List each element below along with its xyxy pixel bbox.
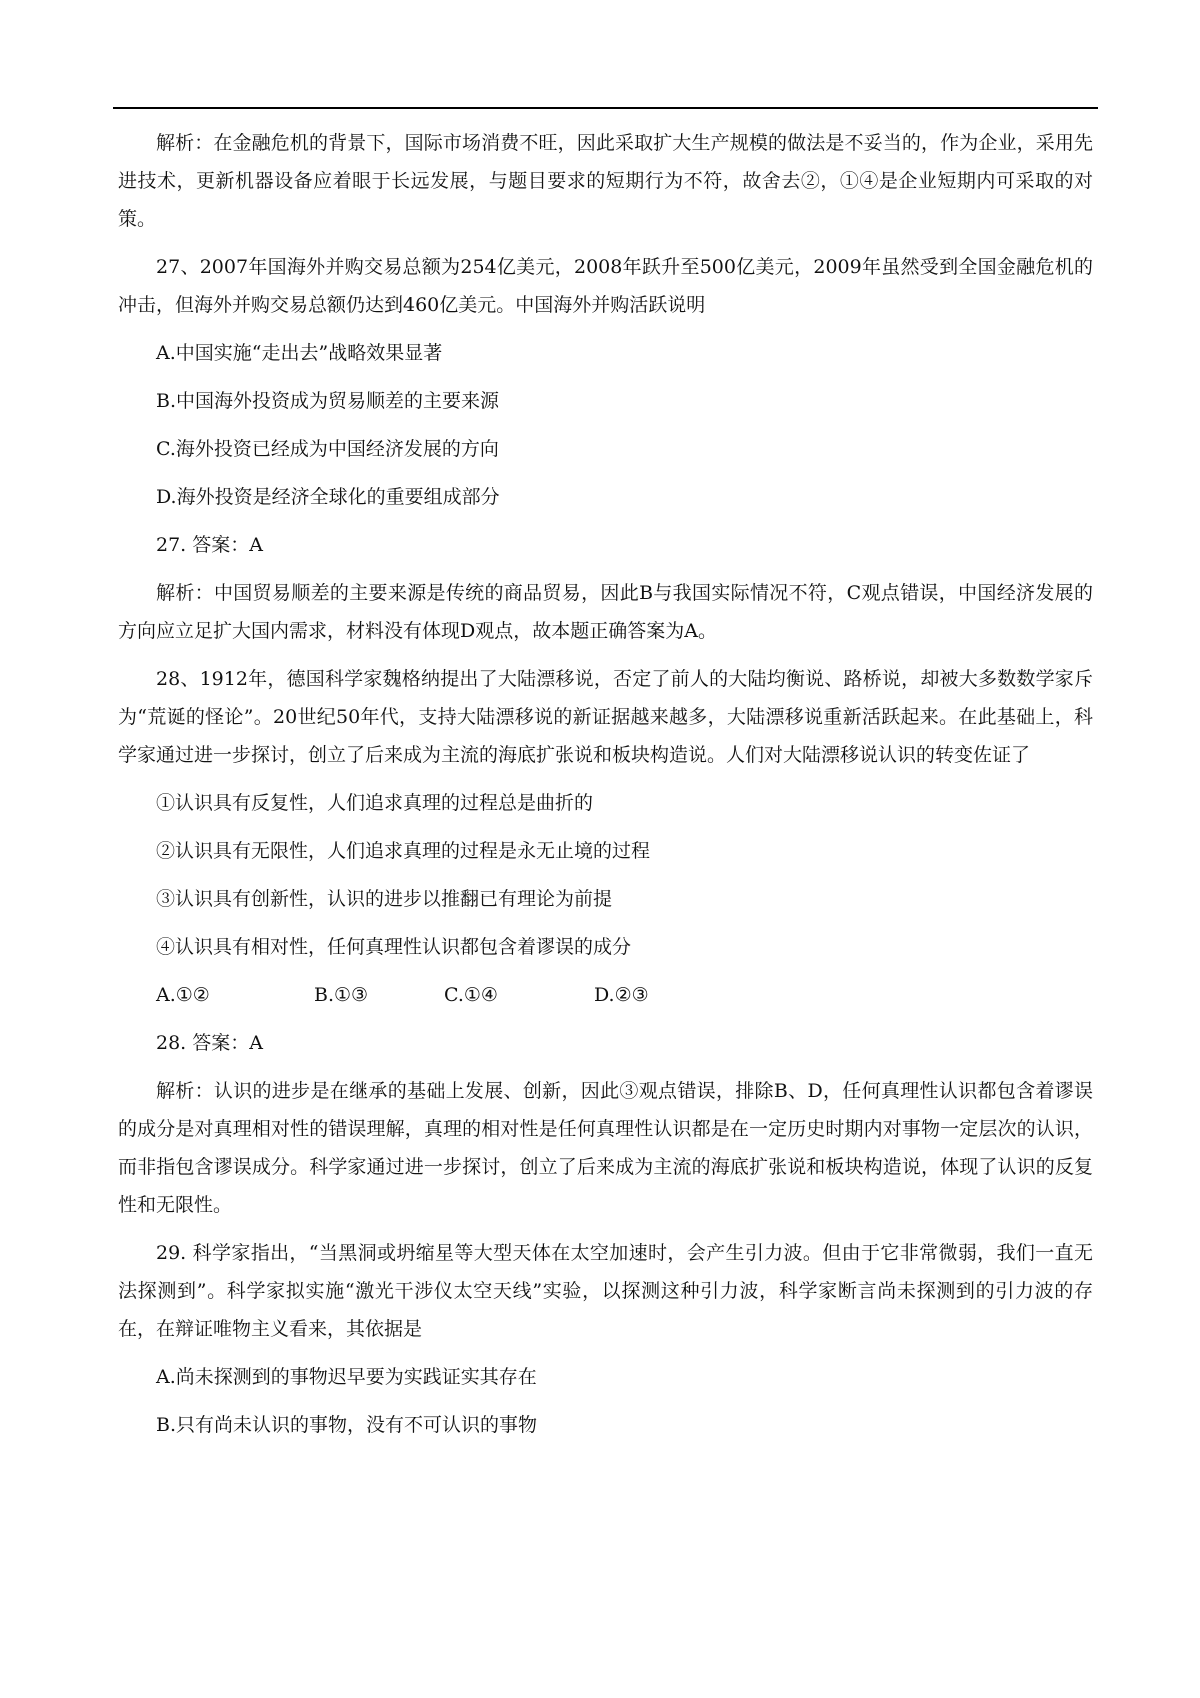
q28-analysis: 解析：认识的进步是在继承的基础上发展、创新，因此③观点错误，排除B、D，任何真理性认识都包含着谬误的成分是对真理相对性的错误理解，真理的相对性是任何真理性认识都是在一定历史时期内对事物一定层次的认识，而非指包含谬误成分。科学家通过进一步探讨，创立了后来成为主流的海底扩张说和板块构造说，体现了认识的反复性和无限性。 [118, 1080, 1093, 1216]
q27-analysis: 解析：中国贸易顺差的主要来源是传统的商品贸易，因此B与我国实际情况不符，C观点错误，中国经济发展的方向应立足扩大国内需求，材料没有体现D观点，故本题正确答案为A。 [118, 582, 1093, 642]
header-rule [113, 107, 1098, 109]
option-item: D.②③ [594, 984, 649, 1006]
q29-option-a: A.尚未探测到的事物迟早要为实践证实其存在 [156, 1366, 537, 1388]
option-item: A.①② [156, 984, 210, 1006]
q26-analysis: 解析：在金融危机的背景下，国际市场消费不旺，因此采取扩大生产规模的做法是不妥当的，作为企业，采用先进技术，更新机器设备应着眼于长远发展，与题目要求的短期行为不符，故舍去②，①④是企业短期内可采取的对策。 [118, 132, 1093, 230]
q28-statement-1: ①认识具有反复性，人们追求真理的过程总是曲折的 [156, 792, 594, 814]
q27-option-b: B.中国海外投资成为贸易顺差的主要来源 [156, 390, 500, 412]
q27-stem: 27、2007年国海外并购交易总额为254亿美元，2008年跃升至500亿美元，2009年虽然受到全国金融危机的冲击，但海外并购交易总额仍达到460亿美元。中国海外并购活跃说明 [118, 256, 1093, 316]
q28-statement-4: ④认识具有相对性，任何真理性认识都包含着谬误的成分 [156, 936, 632, 958]
q28-stem: 28、1912年，德国科学家魏格纳提出了大陆漂移说，否定了前人的大陆均衡说、路桥说，却被大多数数学家斥为“荒诞的怪论”。20世纪50年代，支持大陆漂移说的新证据越来越多，大陆漂移说重新活跃起来。在此基础上，科学家通过进一步探讨，创立了后来成为主流的海底扩张说和板块构造说。人们对大陆漂移说认识的转变佐证了 [118, 668, 1093, 766]
q29-option-b: B.只有尚未认识的事物，没有不可认识的事物 [156, 1414, 538, 1436]
option-item: C.①④ [444, 984, 498, 1006]
document-body [118, 124, 1093, 1454]
q27-option-d: D.海外投资是经济全球化的重要组成部分 [156, 486, 500, 508]
q28-statement-3: ③认识具有创新性，认识的进步以推翻已有理论为前提 [156, 888, 613, 910]
q28-answer: 28. 答案：A [156, 1032, 263, 1054]
q27-answer: 27. 答案：A [156, 534, 263, 556]
q27-option-c: C.海外投资已经成为中国经济发展的方向 [156, 438, 499, 460]
q27-option-a: A.中国实施“走出去”战略效果显著 [156, 342, 443, 364]
q28-options [118, 976, 1093, 1014]
q28-statement-2: ②认识具有无限性，人们追求真理的过程是永无止境的过程 [156, 840, 651, 862]
option-item: B.①③ [314, 984, 369, 1006]
q29-stem: 29. 科学家指出，“当黑洞或坍缩星等大型天体在太空加速时，会产生引力波。但由于它非常微弱，我们一直无法探测到”。科学家拟实施“激光干涉仪太空天线”实验，以探测这种引力波，科学家断言尚未探测到的引力波的存在，在辩证唯物主义看来，其依据是 [118, 1242, 1093, 1340]
